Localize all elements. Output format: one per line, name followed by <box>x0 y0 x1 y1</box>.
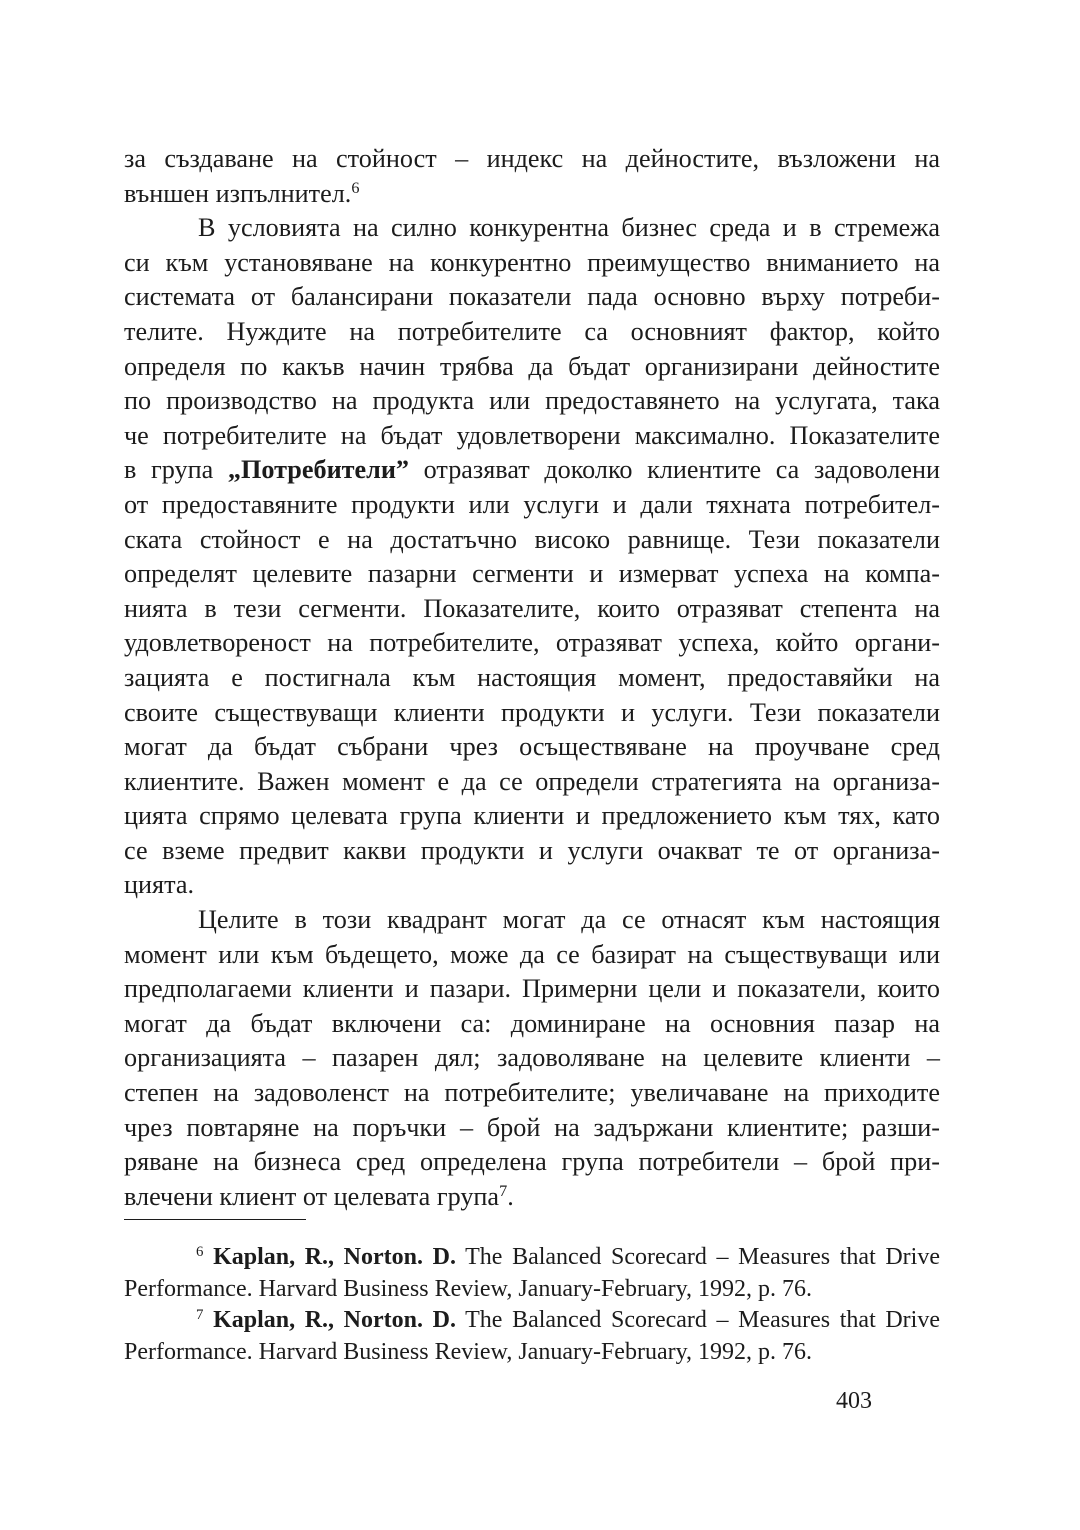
footnotes <box>124 1242 940 1368</box>
text-line: системата от балансирани показатели пада основно върху потреби- <box>124 282 940 312</box>
text-line: по производство на продукта или предоставянето на услугата, така <box>124 386 940 416</box>
text-line: зацията е постигнала към настоящия момент, предоставяйки на <box>124 662 940 692</box>
text-line: Целите в този квадрант могат да се отнасят към настоящия <box>198 905 940 935</box>
text-fragment: отразяват доколко клиентите са задоволени <box>409 455 940 485</box>
footnote-line: Performance. Harvard Business Review, January-February, 1992, p. 76. <box>124 1275 813 1302</box>
text-fragment: . <box>507 1181 514 1211</box>
text-fragment: влечени клиент от целевата група <box>124 1181 500 1211</box>
footnote-line <box>124 1305 940 1337</box>
text-line <box>124 177 940 212</box>
text-line: от предоставяните продукти или услуги и дали тяхната потребител- <box>124 489 940 519</box>
text-line: определят целевите пазарни сегменти и измерват успеха на компа- <box>124 559 940 589</box>
text-line <box>124 453 940 488</box>
text-line: се вземе предвит какви продукти и услуги очакват те от организа- <box>124 835 940 865</box>
text-line: за създаване на стойност – индекс на дейностите, възложени на <box>124 144 940 173</box>
text-line: могат да бъдат събрани чрез осъществяване на проучване сред <box>124 732 940 762</box>
text-line <box>124 1180 940 1215</box>
footnote-number: 6 <box>196 1243 204 1260</box>
text-fragment: в група <box>124 455 228 485</box>
paragraph <box>124 903 940 1214</box>
footnote-divider <box>124 1219 306 1220</box>
footnote-authors: Kaplan, R., Norton. D. <box>213 1244 456 1270</box>
footnote-ref: 6 <box>351 178 360 197</box>
text-fragment: The Balanced Scorecard – Measures that Drive <box>455 1307 940 1333</box>
text-line: удовлетвореност на потребителите, отразяват успеха, който органи- <box>124 628 940 658</box>
text-line: че потребителите на бъдат удовлетворени максимално. Показателите <box>124 420 940 450</box>
footnote-line: Performance. Harvard Business Review, January-February, 1992, p. 76. <box>124 1338 813 1365</box>
text-line: момент или към бъдещето, може да се базират на съществуващи или <box>124 939 940 969</box>
footnote-line <box>124 1242 940 1274</box>
text-line: могат да бъдат включени са: доминиране на основния пазар на <box>124 1008 940 1038</box>
paragraph <box>124 142 940 211</box>
paragraph <box>124 211 940 903</box>
text-line: си към установяване на конкурентно преимущество вниманието на <box>124 247 940 277</box>
text-line: степен на задоволенст на потребителите; увеличаване на приходите <box>124 1078 940 1108</box>
text-line: организацията – пазарен дял; задоволяване на целевите клиенти – <box>124 1043 940 1073</box>
text-fragment: The Balanced Scorecard – Measures that Drive <box>455 1244 940 1270</box>
text-line: ряване на бизнеса сред определена група потребители – брой при- <box>124 1147 940 1177</box>
footnote-authors: Kaplan, R., Norton. D. <box>213 1307 456 1333</box>
text-line: нията в тези сегменти. Показателите, които отразяват степента на <box>124 593 940 623</box>
text-line: определя по какъв начин трябва да бъдат организирани дейностите <box>124 351 940 381</box>
text-line: телите. Нуждите на потребителите са основният фактор, който <box>124 316 940 346</box>
page-number: 403 <box>836 1388 872 1414</box>
footnote-number: 7 <box>196 1306 204 1323</box>
footnote <box>124 1242 940 1305</box>
text-line: клиентите. Важен момент е да се определи стратегията на организа- <box>124 766 940 796</box>
text-line: своите съществуващи клиенти продукти и услуги. Тези показатели <box>124 697 940 727</box>
text-line: цията. <box>124 870 195 900</box>
footnote-ref: 7 <box>499 1181 508 1200</box>
main-text <box>124 142 940 1214</box>
text-line: предполагаеми клиенти и пазари. Примерни цели и показатели, които <box>124 974 940 1004</box>
footnote <box>124 1305 940 1368</box>
text-line: ската стойност е на достатъчно високо равнище. Тези показатели <box>124 524 940 554</box>
text-line: чрез повтаряне на поръчки – брой на задържани клиентите; разши- <box>124 1112 940 1142</box>
text-fragment: външен изпълнител. <box>124 178 352 208</box>
bold-term: „Потребители” <box>227 455 410 485</box>
text-line: В условията на силно конкурентна бизнес среда и в стремежа <box>198 213 940 243</box>
text-line: цията спрямо целевата група клиенти и предложението към тях, като <box>124 801 940 831</box>
